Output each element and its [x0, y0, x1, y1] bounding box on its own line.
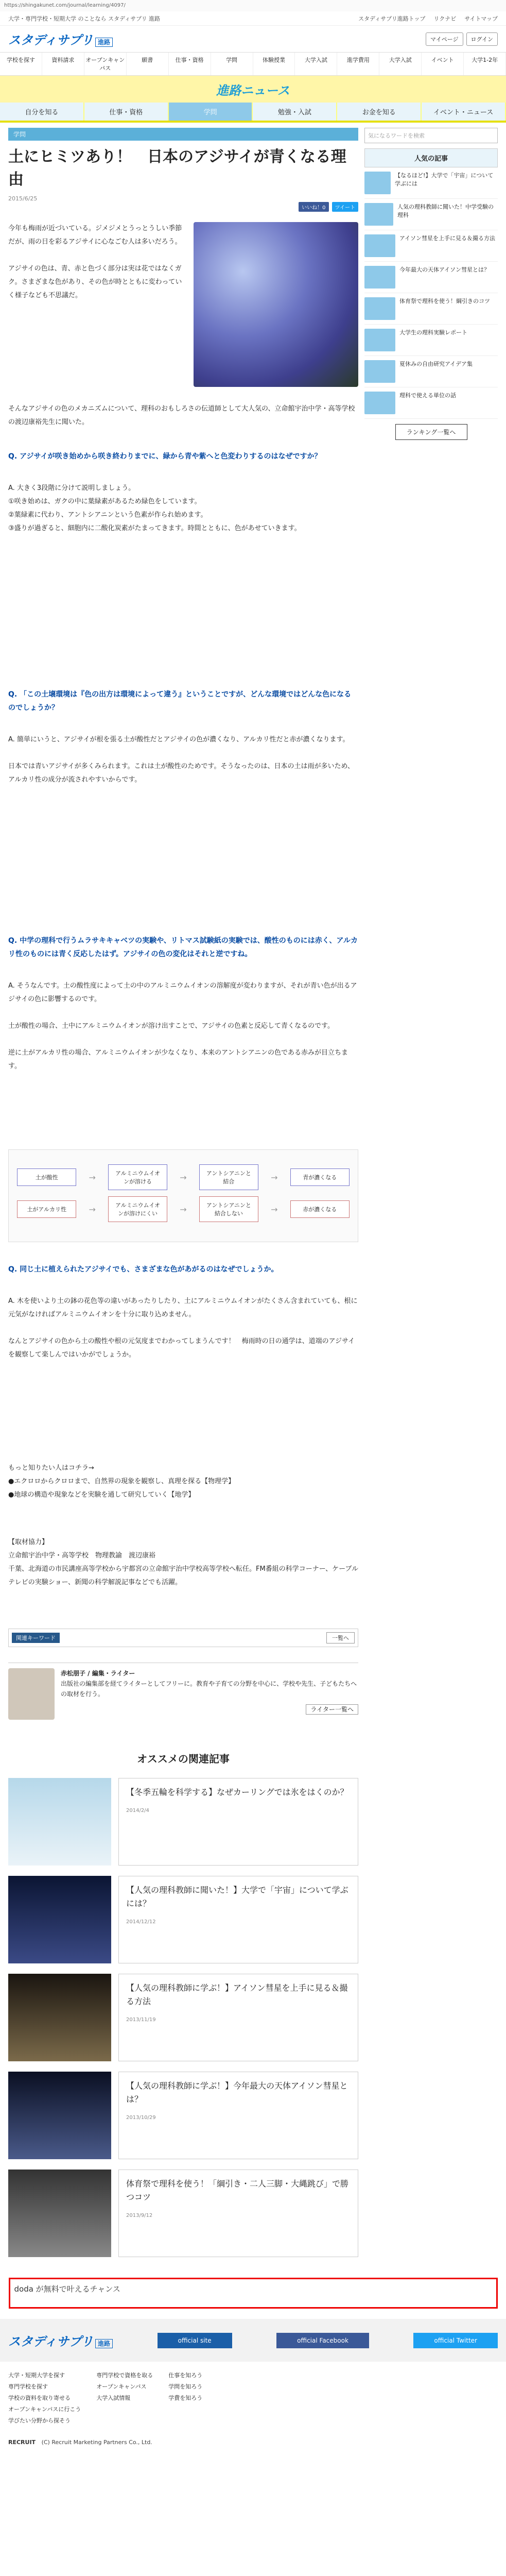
ranking-thumb — [364, 329, 395, 351]
hero-banner — [0, 76, 506, 103]
article-title: 土にヒミツあり！ 日本のアジサイが青くなる理由 — [8, 148, 346, 189]
writer-list-button[interactable]: ライター一覧へ — [306, 1704, 358, 1715]
ranking-thumb — [364, 392, 395, 414]
recommend-thumb — [8, 2072, 111, 2159]
recommend-item[interactable] — [8, 1876, 358, 1963]
arrow-icon: → — [180, 1204, 187, 1214]
hero-title: 進路ニュース — [216, 83, 290, 98]
footer-link[interactable]: 学びたい分野から探そう — [8, 2417, 71, 2424]
recommend-title: オススメの関連記事 — [137, 1753, 230, 1765]
footer-link[interactable]: 専門学校で資格を取る — [96, 2372, 153, 2379]
sidebar — [364, 128, 498, 2267]
topbar-link-sitemap[interactable]: サイトマップ — [464, 15, 498, 22]
arrow-icon: → — [89, 1204, 96, 1214]
recommend-item[interactable] — [8, 1778, 358, 1866]
twitter-button[interactable]: official Twitter — [413, 2333, 498, 2348]
diagram-box: アントシアニンと結合しない — [199, 1196, 258, 1222]
gnav-item[interactable]: 進学費用 — [337, 53, 379, 75]
login-button[interactable]: ログイン — [466, 32, 498, 46]
answer-text: A. そうなんです。土の酸性度によって土の中のアルミニウムイオンの溶解度が変わりますが、それが青い色が出るアジサイの色に影響するのです。 土が酸性の場合、土中にアルミニウムイオンが溶け出すことで、アジサイの色素と反応して青くなるのです。 逆に土がアルカリ性の場合、アルミニウムイオンが少なくなり、本来のアントシアニンの色である赤みが目立ちます。 — [8, 982, 357, 1070]
recommend-date: 2014/2/4 — [126, 1808, 149, 1814]
answer-text: A. 簡単にいうと、アジサイが根を張る土が酸性だとアジサイの色が濃くなり、アルカリ性だと赤が濃くなります。 日本では青いアジサイが多くみられます。これは土が酸性のためです。そうなったのは、日本の土は雨が多いため、アルカリ性の成分が流されやすいからです。 — [8, 736, 354, 784]
global-nav — [0, 52, 506, 76]
footer-bar — [0, 2319, 506, 2362]
ranking-item[interactable]: 夏休みの自由研究アイデア集 — [364, 356, 498, 387]
diagram-box: 赤が濃くなる — [290, 1200, 350, 1218]
tab-self[interactable]: 自分を知る — [0, 103, 83, 121]
ranking-item[interactable]: 大学生の理科実験レポート — [364, 325, 498, 356]
ranking-heading: 人気の記事 — [364, 148, 498, 167]
gnav-item[interactable]: 願書 — [127, 53, 169, 75]
question-heading: Q. 同じ土に植えられたアジサイでも、さまざまな色があがるのはなぜでしょうか。 — [8, 1265, 278, 1274]
footer-link[interactable]: オープンキャンパスに行こう — [8, 2406, 81, 2413]
ranking-item[interactable]: 今年最大の天体アイソン彗星とは？ — [364, 262, 498, 293]
recommend-date: 2013/10/29 — [126, 2115, 156, 2121]
ranking-thumb — [364, 297, 395, 320]
recommend-date: 2013/9/12 — [126, 2213, 153, 2218]
writer-profile — [8, 1663, 358, 1720]
ranking-item[interactable]: アイソン彗星を上手に見る＆撮る方法 — [364, 230, 498, 262]
recommend-title-text: 【人気の理科教師に学ぶ！】アイソン彗星を上手に見る＆撮る方法 — [126, 1983, 348, 2006]
diagram-box: アントシアニンと結合 — [199, 1164, 258, 1190]
tab-job[interactable]: 仕事・資格 — [84, 103, 168, 121]
recommend-thumb — [8, 1876, 111, 1963]
intro-text: 今年も梅雨が近づいている。ジメジメとうっとうしい季節だが、雨の日を彩るアジサイに心なごむ人は多いだろう。 アジサイの色は、青、赤と色づく部分は実は花ではなくガク。さまざまな色があり、その色が時とともに変わっていく様子なども不思議だ。 — [8, 225, 182, 299]
recommend-thumb — [8, 2170, 111, 2257]
official-site-button[interactable]: official site — [158, 2333, 232, 2348]
ranking-thumb — [364, 234, 395, 257]
category-tabs — [0, 103, 506, 123]
arrow-icon: → — [271, 1204, 278, 1214]
writer-name: 赤松朋子 / 編集・ライター — [61, 1670, 135, 1677]
ranking-thumb — [364, 266, 395, 289]
header — [0, 26, 506, 52]
ranking-item[interactable]: 【なるほど!】大学で「宇宙」について学ぶには — [364, 167, 498, 199]
footer-link[interactable]: オープンキャンパス — [96, 2383, 147, 2390]
tab-exam[interactable]: 勉強・入試 — [253, 103, 336, 121]
arrow-icon: → — [180, 1172, 187, 1182]
gnav-item[interactable]: 学問 — [211, 53, 253, 75]
gnav-item[interactable]: 大学入試 — [295, 53, 337, 75]
gnav-item[interactable]: オープンキャンパス — [84, 53, 127, 75]
keywords-bar — [8, 1629, 358, 1647]
ranking-item[interactable]: 理科で使える単位の話 — [364, 387, 498, 419]
ranking-list-button[interactable]: ランキング一覧へ — [395, 424, 467, 440]
ranking-thumb — [364, 360, 395, 383]
answer-text: A. 大きく3段階に分けて説明しましょう。 ①咲き始めは、ガクの中に葉緑素があるため緑色をしています。 ②葉緑素に代わり、アントシアニンという色素が作られ始めます。 ③盛りが過ぎると、細胞内に二酸化炭素がたまってきます。時間とともに、色があせていきます。 — [8, 484, 301, 532]
copyright-text: (C) Recruit Marketing Partners Co., Ltd. — [41, 2439, 152, 2446]
footer-copyright — [0, 2435, 506, 2450]
recommend-item[interactable] — [8, 2072, 358, 2159]
ranking-thumb — [364, 203, 393, 226]
gnav-item[interactable]: 学校を探す — [0, 53, 42, 75]
avatar — [8, 1668, 55, 1720]
topbar-text: 大学・専門学校・短期大学 のことなら スタディサプリ 進路 — [8, 15, 161, 22]
recommend-title-text: 【人気の理科教師に学ぶ！】今年最大の天体アイソン彗星とは？ — [126, 2081, 348, 2104]
search-input[interactable]: 気になるワードを検索 — [364, 128, 498, 143]
more-info: もっと知りたい人はコチラ→ ●エクロロからクロロまで、自然界の現象を観察し、真理を探る【物理学】 ●地球の構造や現象などを実験を通して研究していく【地学】 — [8, 1464, 235, 1499]
gnav-item[interactable]: 体験授業 — [253, 53, 295, 75]
diagram-box: 土がアルカリ性 — [17, 1200, 76, 1218]
gnav-item[interactable]: 大学入試 — [379, 53, 422, 75]
diagram-box: アルミニウムイオンが溶けにくい — [108, 1196, 167, 1222]
diagram-box: アルミニウムイオンが溶ける — [108, 1164, 167, 1190]
topbar-link-top[interactable]: スタディサプリ進路トップ — [358, 15, 426, 22]
writer-bio: 出版社の編集部を経てライターとしてフリーに。教育や子育ての分野を中心に、学校や先生、子どもたちへの取材を行う。 — [61, 1680, 357, 1698]
category-label: 学問 — [8, 128, 358, 141]
ad-banner[interactable]: doda が無料で叶えるチャンス — [9, 2278, 498, 2309]
recommend-thumb — [8, 1974, 111, 2061]
tab-money[interactable]: お金を知る — [337, 103, 421, 121]
recommend-item[interactable] — [8, 2170, 358, 2257]
footer-links — [0, 2362, 506, 2435]
url-bar: https://shingakunet.com/journal/learning/4097/ — [0, 0, 506, 11]
gnav-item[interactable]: 大学1-2年 — [464, 53, 506, 75]
topbar — [0, 11, 506, 26]
facebook-like-button[interactable]: いいね！0 — [299, 202, 328, 212]
article-date: 2015/6/25 — [8, 195, 38, 202]
ranking-item[interactable]: 体育祭で理科を使う！綱引きのコツ — [364, 293, 498, 325]
arrow-icon: → — [89, 1172, 96, 1182]
paragraph: そんなアジサイの色のメカニズムについて、理科のおもしろさの伝道師として大人気の、立命館宇治中学・高等学校の渡辺康裕先生に聞いた。 — [8, 405, 355, 426]
facebook-button[interactable]: official Facebook — [276, 2333, 369, 2348]
mypage-button[interactable]: マイページ — [426, 32, 463, 46]
footer-link[interactable]: 学問を知ろう — [168, 2383, 203, 2390]
tab-study[interactable]: 学問 — [169, 103, 252, 121]
footer-link[interactable]: 大学・短期大学を探す — [8, 2372, 65, 2379]
footer-link[interactable]: 大学入試情報 — [96, 2395, 131, 2401]
ranking-thumb — [364, 172, 391, 194]
recommend-item[interactable] — [8, 1974, 358, 2061]
question-heading: Q. 「この土壌環境は『色の出方は環境によって違う』ということですが、どんな環境ではどんな色になるのでしょうか？ — [8, 690, 352, 712]
footer-logo[interactable]: スタディサプリ 進路 — [8, 2331, 113, 2349]
hydrangea-photo — [194, 222, 358, 387]
diagram-box: 青が濃くなる — [290, 1168, 350, 1186]
question-heading: Q. 中学の理科で行うムラサキキャベツの実験や、リトマス試験紙の実験では、酸性のものには赤く、アルカリ性のものには青く反応したはず。アジサイの色の変化はそれと逆ですね。 — [8, 937, 358, 958]
arrow-icon: → — [271, 1172, 278, 1182]
footer-link[interactable]: 専門学校を探す — [8, 2383, 48, 2390]
color-diagram — [8, 1149, 358, 1242]
interview-cooperation: 【取材協力】 立命館宇治中学・高等学校 物理教諭 渡辺康裕 千葉、北海道の市民講座高等学校から宇都宮の立命館宇治中学校高等学校へ転任。FM番組の科学コーナー、ケーブルテレビの実験ショー、新聞の科学解説記事などでも活躍。 — [8, 1538, 359, 1586]
answer-text: A. 木を使いより土の鉢の花色等の違いがあったりしたり、土にアルミニウムイオンがたくさん含まれていても、根に元気がなければアルミニウムイオンを十分に取り込めません。 なんとアジサイの色から土の酸性や根の元気度までわかってしまうんです！ 梅雨時の日の通学は、道端のアジサイを観察して楽しんではいかがでしょうか。 — [8, 1297, 358, 1359]
tweet-button[interactable]: ツイート — [332, 202, 359, 212]
article-main — [8, 128, 358, 2267]
site-logo[interactable]: スタディサプリ 進路 — [8, 30, 113, 48]
diagram-box: 土が酸性 — [17, 1168, 76, 1186]
topbar-link-rikunabi[interactable]: リクナビ — [433, 15, 457, 22]
recommend-title-text: 【冬季五輪を科学する】なぜカーリングでは氷をはくのか？ — [126, 1787, 348, 1797]
recommend-date: 2013/11/19 — [126, 2017, 156, 2023]
footer-link[interactable]: 学費を知ろう — [168, 2395, 203, 2401]
keywords-list-button[interactable]: 一覧へ — [326, 1632, 355, 1643]
gnav-item[interactable]: 資料請求 — [42, 53, 84, 75]
footer-link[interactable]: 仕事を知ろう — [168, 2372, 203, 2379]
keywords-label: 関連キーワード — [12, 1633, 60, 1643]
question-heading: Q. アジサイが咲き始めから咲き終わりまでに、緑から青や紫へと色変わりするのはなぜですか？ — [8, 452, 322, 461]
recommend-title-text: 体育祭で理科を使う！「綱引き・二人三脚・大縄跳び」で勝つコツ — [126, 2179, 349, 2202]
tab-event[interactable]: イベント・ニュース — [422, 103, 505, 121]
ranking-item[interactable]: 人気の理科教師に聞いた！中学受験の理科 — [364, 199, 498, 230]
recommend-date: 2014/12/12 — [126, 1919, 156, 1925]
footer-link[interactable]: 学校の資料を取り寄せる — [8, 2395, 71, 2401]
recruit-logo: RECRUIT — [8, 2439, 36, 2446]
recommend-title-text: 【人気の理科教師に聞いた！】大学で「宇宙」について学ぶには？ — [126, 1885, 348, 1908]
recommend-thumb — [8, 1778, 111, 1866]
gnav-item[interactable]: 仕事・資格 — [169, 53, 211, 75]
gnav-item[interactable]: イベント — [422, 53, 464, 75]
share-bar — [8, 202, 358, 212]
